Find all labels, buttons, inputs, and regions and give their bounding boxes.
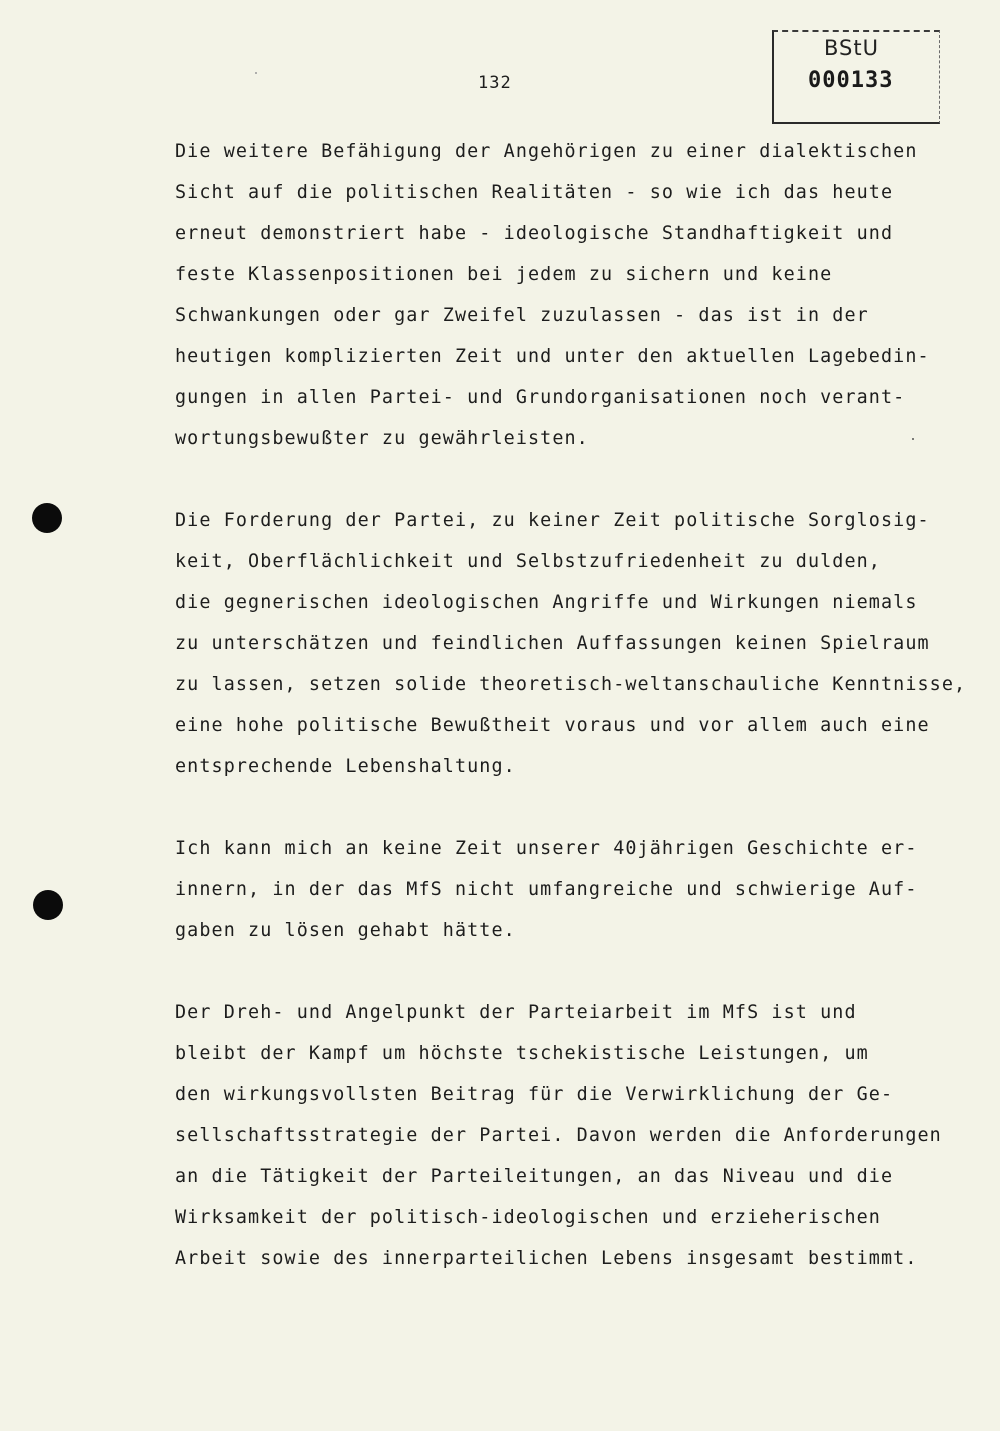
text-line: Sicht auf die politischen Realitäten - so wie ich das heute <box>175 182 894 203</box>
text-line: erneut demonstriert habe - ideologische Standhaftigkeit und <box>175 223 894 244</box>
text-line: an die Tätigkeit der Parteileitungen, an das Niveau und die <box>175 1166 894 1187</box>
text-line: Der Dreh- und Angelpunkt der Parteiarbeit im MfS ist und <box>175 1002 857 1023</box>
text-line: Die Forderung der Partei, zu keiner Zeit politische Sorglosig- <box>175 510 930 531</box>
text-line: entsprechende Lebenshaltung. <box>175 756 516 777</box>
text-line: gungen in allen Partei- und Grundorganisationen noch verant- <box>175 387 906 408</box>
text-line: bleibt der Kampf um höchste tschekistische Leistungen, um <box>175 1043 869 1064</box>
text-line: die gegnerischen ideologischen Angriffe und Wirkungen niemals <box>175 592 918 613</box>
paragraph-2 <box>175 500 966 787</box>
text-line: Schwankungen oder gar Zweifel zuzulassen - das ist in der <box>175 305 869 326</box>
archive-stamp <box>772 30 940 124</box>
text-line: wortungsbewußter zu gewährleisten. <box>175 428 589 449</box>
text-line: gaben zu lösen gehabt hätte. <box>175 920 516 941</box>
text-line: heutigen komplizierten Zeit und unter den aktuellen Lagebedin- <box>175 346 930 367</box>
text-line: feste Klassenpositionen bei jedem zu sichern und keine <box>175 264 833 285</box>
text-line: Die weitere Befähigung der Angehörigen zu einer dialektischen <box>175 141 918 162</box>
text-line: Wirksamkeit der politisch-ideologischen und erzieherischen <box>175 1207 881 1228</box>
text-line: keit, Oberflächlichkeit und Selbstzufriedenheit zu dulden, <box>175 551 881 572</box>
stamp-number: 000133 <box>808 68 894 93</box>
paragraph-4 <box>175 992 942 1279</box>
punch-hole-lower <box>33 890 63 920</box>
text-line: sellschaftsstrategie der Partei. Davon werden die Anforderungen <box>175 1125 942 1146</box>
paragraph-1 <box>175 131 930 459</box>
text-line: innern, in der das MfS nicht umfangreiche und schwierige Auf- <box>175 879 918 900</box>
text-line: eine hohe politische Bewußtheit voraus und vor allem auch eine <box>175 715 930 736</box>
page-number: 132 <box>478 73 512 93</box>
text-line: zu lassen, setzen solide theoretisch-weltanschauliche Kenntnisse, <box>175 674 967 695</box>
text-line: Arbeit sowie des innerparteilichen Lebens insgesamt bestimmt. <box>175 1248 918 1269</box>
text-line: Ich kann mich an keine Zeit unserer 40jährigen Geschichte er- <box>175 838 918 859</box>
stamp-label: BStU <box>824 36 879 60</box>
text-line: den wirkungsvollsten Beitrag für die Verwirklichung der Ge- <box>175 1084 894 1105</box>
paragraph-3 <box>175 828 918 951</box>
paper-speck <box>255 72 257 74</box>
punch-hole-upper <box>32 503 62 533</box>
text-line: zu unterschätzen und feindlichen Auffassungen keinen Spielraum <box>175 633 930 654</box>
